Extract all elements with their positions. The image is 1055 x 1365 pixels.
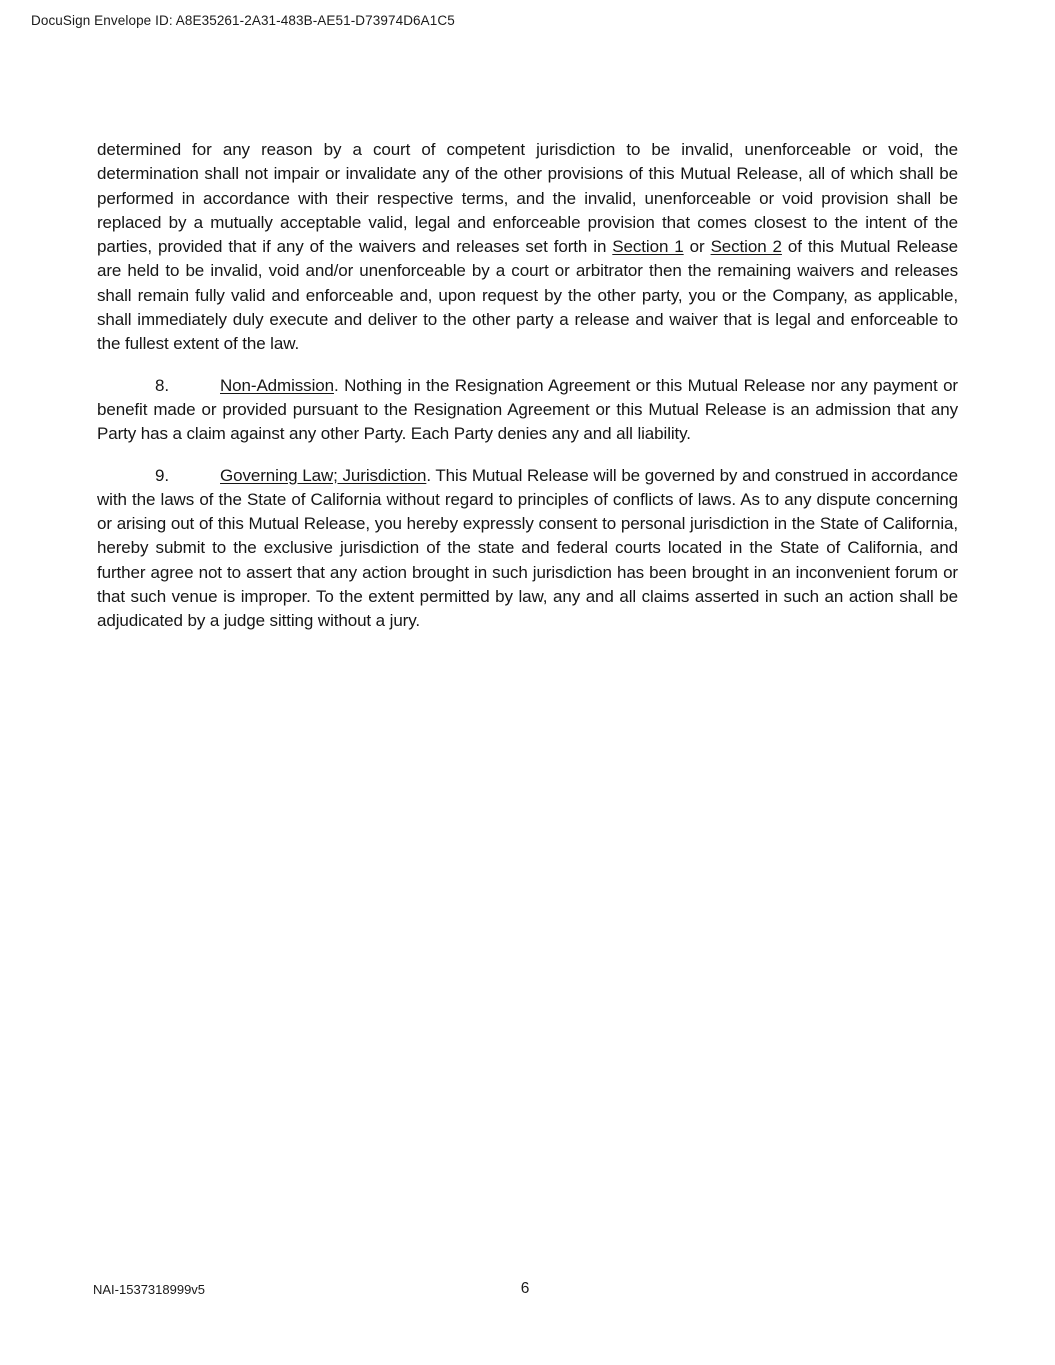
docusign-envelope-id: DocuSign Envelope ID: A8E35261-2A31-483B-AE51-D73974D6A1C5: [31, 13, 455, 28]
section-2-reference: Section 2: [710, 237, 782, 257]
severability-text-before: determined for any reason by a court of competent jurisdiction to be invalid, unenforceable or void, the determination shall not impair or invalidate any of the other provisions of this Mutual Release, all of which shall be performed in accordance with their respective terms, and the invalid, unenforceable or void provision shall be replaced by a mutually acceptable valid, legal and enforceable provision that comes closest to the intent of the parties, provided that if any of the waivers and releases set forth in: [97, 140, 958, 257]
section-9-heading: Governing Law; Jurisdiction: [220, 465, 427, 485]
document-body: [97, 138, 958, 651]
section-8-heading: Non-Admission: [220, 375, 334, 395]
section-9-number: 9.: [155, 465, 169, 485]
section-1-reference: Section 1: [612, 237, 684, 257]
document-reference-number: NAI-1537318999v5: [93, 1282, 206, 1297]
severability-text-between: or: [683, 237, 711, 257]
page-number: 6: [520, 1280, 530, 1297]
paragraph-severability: [97, 138, 958, 357]
severability-text-after: of this Mutual Release are held to be invalid, void and/or unenforceable by a court or arbitrator then the remaining waivers and releases shall remain fully valid and enforceable and, upon request by the other party, you or the Company, as applicable, shall immediately duly execute and deliver to the other party a release and waiver that is legal and enforceable to the fullest extent of the law.: [97, 237, 959, 354]
paragraph-governing-law: [97, 464, 958, 634]
paragraph-non-admission: [97, 374, 958, 447]
page-footer: [0, 1278, 1055, 1308]
section-9-body: . This Mutual Release will be governed by and construed in accordance with the laws of the State of California without regard to principles of conflicts of laws. As to any dispute concerning or arising out of this Mutual Release, you hereby expressly consent to personal jurisdiction in the State of California, hereby submit to the exclusive jurisdiction of the state and federal courts located in the State of California, and further agree not to assert that any action brought in such jurisdiction has been brought in an inconvenient forum or that such venue is improper. To the extent permitted by law, any and all claims asserted in such an action shall be adjudicated by a judge sitting without a jury.: [97, 465, 958, 631]
section-8-body: . Nothing in the Resignation Agreement or this Mutual Release nor any payment or benefit made or provided pursuant to the Resignation Agreement or this Mutual Release is an admission that any Party has a claim against any other Party. Each Party denies any and all liability.: [97, 375, 958, 444]
section-8-number: 8.: [155, 375, 169, 395]
